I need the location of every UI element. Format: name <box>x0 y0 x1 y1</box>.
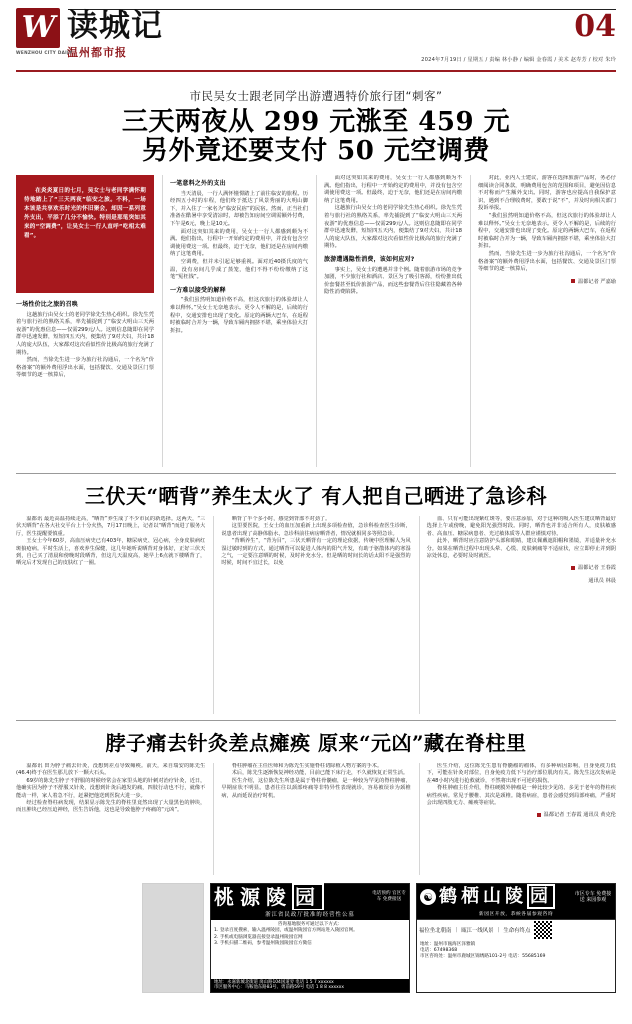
third-paragraph: 经过检查脊柱病发现，结果显示陈先生的脊柱里竟然出现了大量黑色的肿块，而且肿块已经压迫神经，医生告诉他，这也是导致他脖子疼痛的“元凶”。 <box>16 800 206 814</box>
third-column-1 <box>16 763 205 875</box>
second-story-headline: 三伏天“晒背”养生太火了 有人把自己晒进了急诊科 <box>85 484 547 508</box>
ad2-name-box: 园 <box>527 884 555 909</box>
w-logo-icon <box>16 8 60 48</box>
lead-paragraph: 事实上，吴女士的遭遇并非个例。随着旅游市场的竞争加剧，不少旅行社和酒店、景区为了吸引客源，纷纷推出低价套餐甚至低价旅游产品，而这些套餐背后往往隐藏着各种隐性消费陷阱。 <box>324 266 462 296</box>
ad-taoyuan-cemetery[interactable] <box>210 883 410 993</box>
third-column-3 <box>419 763 616 875</box>
ad2-feature-strip <box>417 919 615 940</box>
ad2-name <box>439 887 574 907</box>
crane-logo-icon: ☯ <box>420 889 436 905</box>
second-paragraph: 王女士今年60岁，高血压病史已有403年，糖尿病史、冠心病，全身皮肤病红斑狼疮病。平时生活上，喜欢养生保健，这几年她听说晒背对身体好，正好三伏天到，自己买了清晨和傍晚时段晒背，但这几天温度高，她早上6点就下楼晒背了，晒完后才发现自己的皮肤红了一圈。 <box>16 538 206 567</box>
ad1-address-line: 地址：永嘉新城北街道 岗山路104国道旁 电话 1 5 7 xxxxxx <box>214 979 334 985</box>
lead-summary-box <box>16 175 154 293</box>
lead-paragraph: 面对这突如其来的费用，吴女士一行人都感到颇为不满。他们指出，行程中一开始约定的费用中，并没有包含空调使用费这一项。但最终，迫于无奈，他们还是在房间内缴纳了这笔费用。 <box>170 228 308 258</box>
lead-subhead-3: 一方难以接受的解释 <box>170 286 226 294</box>
ad1-address-line: 市区服务中心：马鞍池东路83号、勇前路59号 电话 1 8 8 xxxxxx <box>214 985 344 991</box>
lead-byline <box>478 279 616 287</box>
third-paragraph: 温都讯 田为脖子痛去针灸，没想到差点导致瘫痪。前天，来自瑞安的陈先生(46.4)终于在医生那儿放下一颗大石头。 <box>16 763 206 777</box>
third-paragraph: 脊柱肿瘤主任介绍，脊柱硬膜外肿瘤是一种比较少见的、多见于老年的脊柱疾病性疾病。常见于腰椎、其次是颈椎。随着病症，患者会感觉到局部疼痛，严重时会出现四肢无力、瘫痪等症状。 <box>426 785 616 807</box>
masthead-bottom-rule <box>16 70 616 72</box>
third-column-2 <box>213 763 410 875</box>
third-paragraph: 医生介绍，这位陈先生所患是属于脊柱骨髓瘤，是一种较为罕见的脊柱肿瘤，早期症状不明显。患者往往以颈部疼痛等非特异性表现就诊，容易被误诊为颈椎病，从而延误治疗时机。 <box>221 777 411 799</box>
lead-paragraph: 当天清晨，一行人满怀憧憬踏上了前往临安的旅程。历经四五小时的车程，他们终于抵达了风景秀丽的大明山脚下，并入住了一家名为“临安民宿”的民宿。然而，正当社们准备在酷暑中享受清凉时，却被告知房间空调需额外付费，下午是6元，晚上是10元。 <box>170 190 308 227</box>
lead-paragraph: 空调费，但并未引起足够重视。面对近40摄氏度的气温，没有房间几乎成了蒸笼，他们不得不纷纷缴纳了这笔“冤枉钱”。 <box>170 258 308 281</box>
second-story-body <box>16 516 616 714</box>
second-byline-text: 温都记者 王春霞 <box>578 565 616 572</box>
ad2-feature: 生命有终点 <box>503 928 531 934</box>
ad2-body-line: 电话：67498368 <box>420 948 458 954</box>
ad1-body-line: 1. 登录百度搜索，输入温州陵园，或温州陵园官方网站进入陵园官网。 <box>214 928 358 934</box>
lead-paragraph: 这趟旅行由吴女士的老同学徐先生热心组织。徐先生凭着与旅行社的熟络关系，率先捕捉到了“临安大明山三天两夜游”的优惠信息——仅需299元/人。这则信息随即在同学群中迅速发酵，短短四五天内，便集结了9对夫妇，共计18人的庞大队伍，大家都对这次看似性价比极高的旅行充满了期待。 <box>324 205 462 250</box>
lead-headline-line1: 三天两夜从 299 元涨至 459 元 <box>121 107 511 137</box>
ad2-separator: | <box>497 927 500 933</box>
lead-column-1 <box>16 175 154 467</box>
ad1-body-title: 咨询墓地服务可通过以下方式： <box>277 922 343 927</box>
ad1-body-line: 2. 手机或电脑浏览器直接登录温州陵园官网 <box>214 934 303 940</box>
lead-subhead-2: 一笔意料之外的支出 <box>170 180 226 187</box>
lead-subhead-1: 一场性价比之旅的召唤 <box>16 301 79 308</box>
ad2-name-text: 鹤栖山陵 <box>439 886 527 907</box>
qr-code-icon[interactable] <box>534 921 552 939</box>
lead-subhead-4: 旅游遭遇隐性消费，该如何应对? <box>324 255 415 263</box>
lead-summary-text: 在炎炎夏日的七月，吴女士与老同学满怀期待地踏上了“三天两夜”临安之旅。不料，一场本该是共享欢乐时光的怀旧聚会，却因一系列意外支出，平添了几分不愉快。特别是那笔突如其来的“空调费”，让吴女士一行人直呼“吃相太难看”。 <box>24 188 146 239</box>
ad2-separator: | <box>455 927 458 933</box>
lead-paragraph: “我们虽然明知道价格不高，但这次旅行的体验却让人难以释怀。”吴女士无奈地表示。更令人不解的是，后续的行程中，交通安排也出现了变化。原定的两辆大巴车，在返程时被临时合并为一辆，导致车厢内拥挤不堪，乘坐体验大打折扣。 <box>170 297 308 334</box>
ad1-contact-lines: 电话预约 官区专车 免费接送 <box>372 891 406 902</box>
ad2-header <box>417 884 615 910</box>
masthead-title: 读城记 <box>67 8 163 44</box>
w-logo-letter: W <box>21 10 55 45</box>
ad1-name-box: 园 <box>292 883 324 911</box>
ad1-body <box>211 920 409 979</box>
page-number: 04 <box>574 9 616 44</box>
second-byline-text-2: 通讯员 林晨 <box>588 577 616 584</box>
byline-marker-icon <box>571 566 575 570</box>
masthead <box>16 0 616 74</box>
third-paragraph: 脊柱肿瘤在主任医师和为陈先生实施脊柱切除植入物方案的手术。 <box>231 763 383 769</box>
ad1-name-text: 桃源陵 <box>214 885 292 909</box>
second-byline-2 <box>427 578 616 585</box>
ad-left-text <box>16 883 136 993</box>
third-paragraph: 术后，陈先生逐渐恢复神经功能，目前已能下床行走，不久就恢复正常生活。 <box>231 770 409 777</box>
ad1-header <box>211 884 409 910</box>
lead-kicker: 市民吴女士跟老同学出游遭遇特价旅行团“刺客” <box>189 89 443 103</box>
third-story-headline: 脖子痛去针灸差点瘫痪 原来“元凶”藏在脊柱里 <box>105 731 527 755</box>
ad2-body <box>417 940 615 992</box>
ad2-feature: 瓯江一线风景 <box>461 928 494 934</box>
lead-paragraph: 这趟旅行由吴女士的老同学徐先生热心组织。徐先生凭着与旅行社的熟络关系，率先捕捉到了“临安大明山三天两夜游”的优惠信息——仅需299元/人。这则信息随即在同学群中迅速发酵，短短四五天内，便集结了9对夫妇，共计18人的庞大队伍，大家都对这次看似性价比极高的旅行充满了期待。 <box>16 311 154 356</box>
second-paragraph: “背晒养生”，“背为目”，三伏天晒背有一定的理论依据，传统中医理解人为风湿过敏时到的方式，通过晒背可以促进人体内的阳气升发，有助于驱散体内的寒湿之气，一定要注意晒的时候，及时补充水分。但是晒的时间长的话太阳不是强烈的时候，时间不宜过长，以免 <box>221 538 411 567</box>
lead-paragraph: 然而，当徐先生进一步为旅行社沟通后，一个名为“价格备案”的额外费用浮出水面，包括餐饮、交通及景区门票等细节的逐一核算后， <box>478 250 616 273</box>
second-column-2 <box>213 516 410 714</box>
second-column-3 <box>419 516 616 714</box>
masthead-pinyin: WENZHOU CITY DAILY <box>16 50 73 55</box>
lead-byline-text: 温都记者 严嘉瑜 <box>578 278 616 285</box>
lead-story-body <box>16 175 616 467</box>
third-paragraph: 69岁的陈先生脖子不舒服的时候经常会在家里头地的针刺对治疗针灸，近日，他确实因为脖子不舒服又针灸，没想到针灸后越发的痛，四肢行动也不行，就像不能动一样，家人着急不行，赶紧把他送到医院大进一步。 <box>16 777 206 799</box>
lead-paragraph: 然而，当徐先生进一步为旅行社沟通后，一个名为“价格备案”的额外费用浮出水面，包括餐饮、交通及景区门票等细节的逐一核算后， <box>16 357 154 379</box>
second-column-1 <box>16 516 205 714</box>
third-story-body <box>16 763 616 875</box>
ad2-body-line: 市区咨询处：温州市鹿城区锦绣路101-2号 电话：55685169 <box>420 954 546 960</box>
ad1-name <box>214 886 372 908</box>
second-paragraph: 晒背了半个多小时，感觉到背部不对劲了。 <box>231 516 331 522</box>
lead-paragraph: 面对这突如其来的费用，吴女士一行人都感到颇为不满。他们指出，行程中一开始约定的费用中，并没有包含空调使用费这一项。但最终，迫于无奈，他们还是在房间内缴纳了这笔费用。 <box>324 175 462 204</box>
ad2-feature: 福位坐北朝南 <box>419 928 452 934</box>
ad2-subtitle: 新园区开放，恭候各届参观咨询 <box>417 910 615 919</box>
ad-photo-placeholder <box>142 883 204 993</box>
third-byline-text: 温都记者 王春霞 <box>543 812 582 819</box>
ad1-subtitle: 浙江省民政厅批准的经营性公墓 <box>211 910 409 920</box>
byline-marker-icon <box>571 279 575 283</box>
second-paragraph: 温都讯 最近高温持续走高，“晒背”养生成了不少市民的新选择。这两天，“三伏天晒背”在各大社交平台上十分火热，7月17日晚上，记者以“晒背”而进了服务大厅，医生提醒要慎重。 <box>16 516 206 537</box>
lead-column-2 <box>162 175 308 467</box>
lead-column-3 <box>316 175 462 467</box>
masthead-subtitle: 温州都市报 <box>67 46 127 59</box>
ad2-body-line: 地址：温州市瓯海区泽雅镇 <box>420 942 476 947</box>
ad1-footer <box>211 979 409 992</box>
lead-column-4 <box>470 175 616 467</box>
ad1-body-line: 3. 手机扫描二维码，参考温州陵园陵园官方微信 <box>214 941 312 947</box>
byline-marker-icon <box>537 813 541 817</box>
lead-headline-block <box>16 74 616 166</box>
ad2-contact-lines: 市区专车 免费接送 来园参观 <box>574 890 612 903</box>
third-byline <box>427 812 616 819</box>
advertisement-strip <box>16 883 616 993</box>
third-byline-text-2: 通讯员 黄克伦 <box>583 812 616 819</box>
second-byline <box>427 565 616 572</box>
dateline: 2024年7月19日 / 星期五 / 责编 林小静 / 编辑 金春霞 / 美术 赵寿芳 / 校对 朱玲 <box>421 57 616 63</box>
lead-paragraph: “我们虽然明知道价格不高，但这次旅行的体验却让人难以释怀。”吴女士无奈地表示。更令人不解的是，后续的行程中，交通安排也出现了变化。原定的两辆大巴车，在返程时被临时合并为一辆，导致车厢内拥挤不堪，乘坐体验大打折扣。 <box>478 212 616 250</box>
lead-paragraph: 对此，业内人士建议，游客在选择旅游产品时，务必仔细阅读合同条款，明确费用包含的范围和项目，避免因信息不对称而产生额外支出。同时，游客也应提高自我保护意识，遇到不合理收费时，要敢于说“不”，并及时向相关部门投诉举报。 <box>478 175 616 212</box>
ad-hequi-cemetery[interactable] <box>416 883 616 993</box>
lead-headline-line2: 另外竟还要支付 50 元空调费 <box>142 136 490 166</box>
second-paragraph: 这里要医院，王女士的血压加重新上出现多项检查值，急诊科检查医生诊断，说患者出现了高静体脂水，急诊科前往病房晒背者，情况就相同多等照急诊。 <box>221 523 411 537</box>
second-paragraph: 此外，晒背时应注意防护头部和眼睛，建议佩戴遮阳帽和墨镜，并适量补充水分。如果在晒背过程中出现头晕、心慌、皮肤刺痛等不适症状，应立即停止并到阴凉处休息，必要时及时就医。 <box>426 538 616 560</box>
second-paragraph: 血、只有可能出现紫红斑等，要注意添加，对于这种的吸入医生建议晒背最好选择上午或傍晚，避免阳光强烈时段。同时，晒背也并非适合所有人，皮肤敏感者、高血压、糖尿病患者、光过敏体质等人群应谨慎对待。 <box>426 516 616 537</box>
third-paragraph: 医生介绍，这位陈先生患有脊髓瘤的瘤体，有多种病因影响，自身免疫力低下，可能在针灸对部位，自身免疫力低下与治疗部位肌肉有关。陈先生这次发病是在48小时内进行抢救就诊，不然将出现不可逆的损伤。 <box>426 763 616 784</box>
